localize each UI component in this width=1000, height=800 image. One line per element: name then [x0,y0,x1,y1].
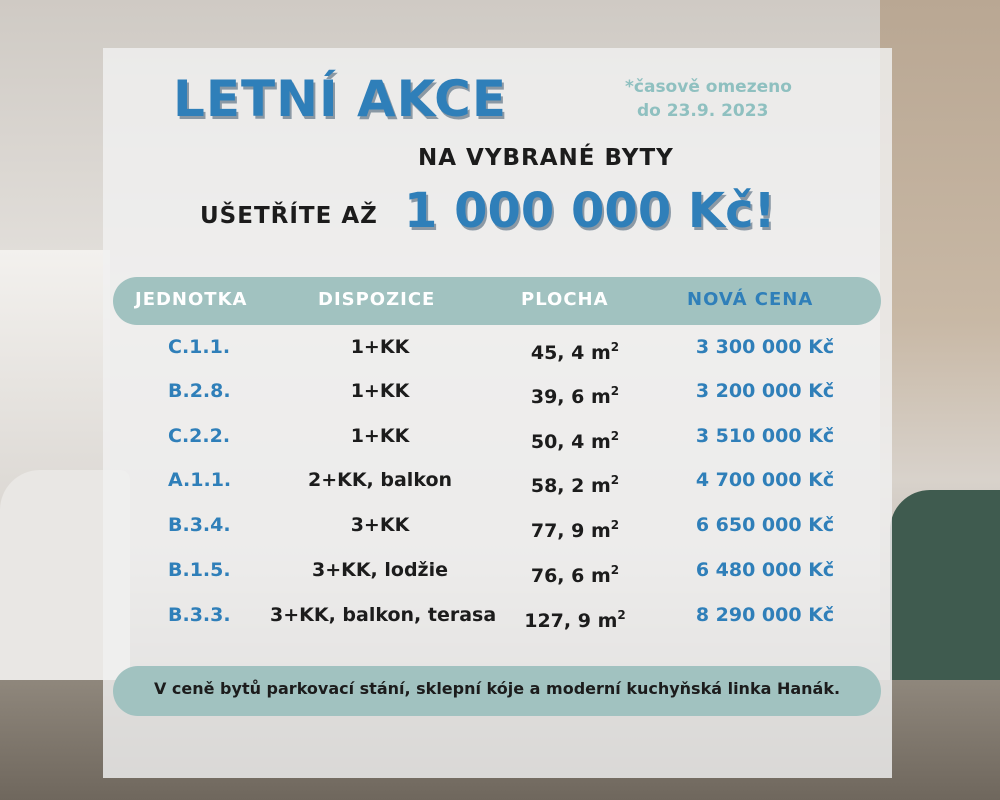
promo-title: LETNÍ AKCE [173,70,508,128]
area-exponent: 2 [610,384,620,398]
table-row [0,332,1000,372]
area-unit: m [590,475,611,497]
row-unit: B.3.4. [168,514,231,536]
area-unit: m [590,565,611,587]
row-unit: C.1.1. [168,336,231,358]
row-area-value: 50, 4 [530,431,585,453]
row-area-value: 76, 6 [530,565,585,587]
row-price: 3 300 000 Kč [695,336,835,358]
area-exponent: 2 [610,340,620,354]
row-area-value: 45, 4 [530,342,585,364]
row-disposition: 2+KK, balkon [307,469,453,491]
table-row [0,376,1000,416]
row-area-value: 77, 9 [530,520,585,542]
area-exponent: 2 [610,563,620,577]
row-unit: A.1.1. [168,469,232,491]
footer-text: V ceně bytů parkovací stání, sklepní kóje a moderní kuchyňská linka Hanák. [153,679,841,698]
header-disposition: DISPOZICE [318,289,436,310]
area-exponent: 2 [610,429,620,443]
header-unit: JEDNOTKA [135,289,248,310]
row-disposition: 1+KK [350,425,410,447]
time-limit-note-line1: *časově omezeno [625,77,792,97]
row-area [515,376,635,412]
table-row [0,555,1000,595]
table-row [0,600,1000,640]
area-exponent: 2 [617,608,626,622]
area-exponent: 2 [610,518,620,532]
row-area-value: 127, 9 [524,610,591,632]
area-unit: m [590,342,611,364]
table-row [0,421,1000,461]
header-price: NOVÁ CENA [687,289,814,310]
row-disposition: 3+KK [350,514,410,536]
row-price: 6 650 000 Kč [695,514,835,536]
promo-subtitle: NA VYBRANÉ BYTY [418,145,674,171]
header-area: PLOCHA [521,289,609,310]
table-row [0,465,1000,505]
area-exponent: 2 [610,473,620,487]
table-row [0,510,1000,550]
area-unit: m [597,610,618,632]
row-price: 3 200 000 Kč [695,380,835,402]
footer-bar [113,666,881,716]
row-disposition: 1+KK [350,380,410,402]
row-disposition: 1+KK [350,336,410,358]
row-unit: B.3.3. [168,604,231,626]
row-area [515,465,635,501]
row-price: 6 480 000 Kč [695,559,835,581]
save-label: UŠETŘÍTE AŽ [200,203,378,229]
row-disposition: 3+KK, balkon, terasa [270,604,497,626]
row-unit: C.2.2. [168,425,231,447]
row-area [515,555,635,591]
area-unit: m [590,520,611,542]
row-area-value: 39, 6 [530,386,585,408]
row-price: 3 510 000 Kč [695,425,835,447]
row-unit: B.2.8. [168,380,231,402]
area-unit: m [590,386,611,408]
time-limit-note-line2: do 23.9. 2023 [637,101,769,121]
save-amount: 1 000 000 Kč! [404,183,776,239]
row-area [515,510,635,546]
row-area [515,421,635,457]
row-unit: B.1.5. [168,559,231,581]
row-price: 4 700 000 Kč [695,469,835,491]
row-price: 8 290 000 Kč [695,604,835,626]
row-area [515,332,635,368]
area-unit: m [590,431,611,453]
row-area-value: 58, 2 [530,475,585,497]
row-disposition: 3+KK, lodžie [311,559,449,581]
row-area [515,600,635,636]
